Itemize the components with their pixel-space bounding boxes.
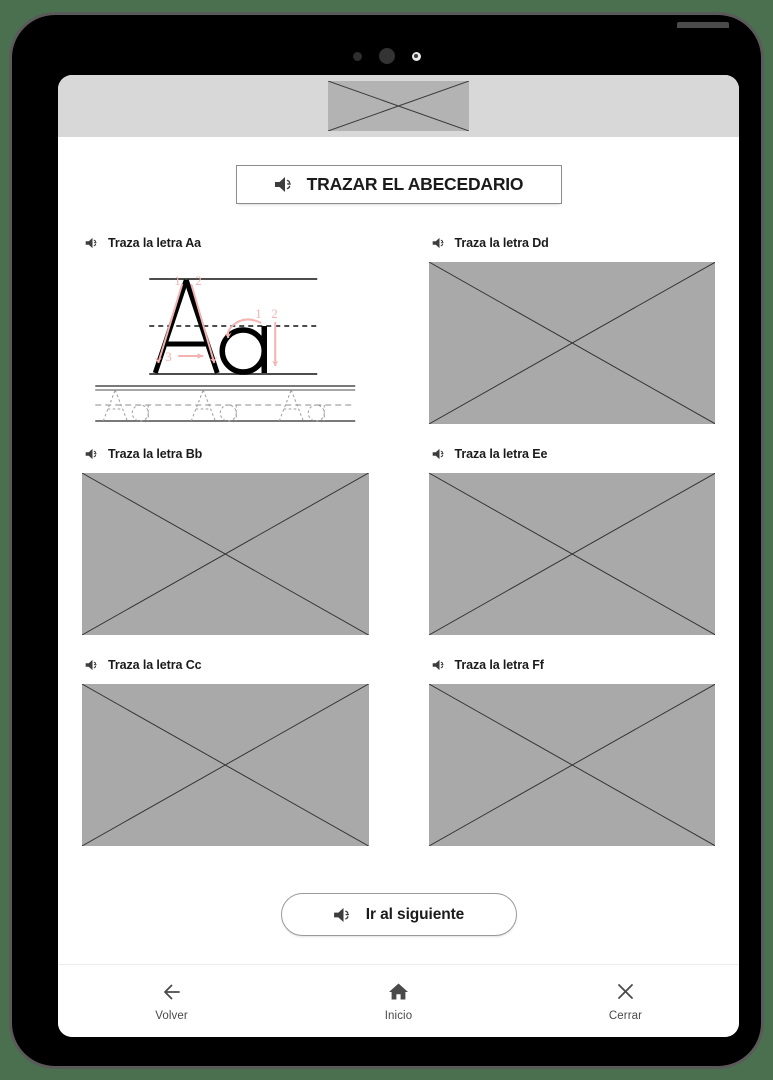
tile-media[interactable] [82, 684, 369, 846]
tile-label-row[interactable] [429, 447, 716, 461]
nav-item-inicio[interactable] [285, 981, 512, 1022]
tile-letter-aa [82, 236, 369, 424]
tile-label: Traza la letra Ee [454, 447, 548, 461]
svg-text:2: 2 [271, 306, 278, 321]
tile-letter-ee [429, 447, 716, 635]
speaker-icon[interactable] [432, 448, 447, 460]
tile-media[interactable] [429, 262, 716, 424]
tile-label-row[interactable] [429, 658, 716, 672]
close-icon [615, 981, 636, 1003]
speaker-icon[interactable] [432, 659, 447, 671]
title-row [82, 165, 715, 204]
speaker-icon[interactable] [333, 907, 354, 923]
main-content [58, 137, 739, 964]
front-camera-icon [412, 52, 421, 61]
image-placeholder[interactable] [429, 684, 716, 846]
app-header [58, 75, 739, 137]
ir-al-siguiente-button[interactable] [281, 893, 517, 936]
sensor-dot-small-icon [353, 52, 362, 61]
tile-label: Traza la letra Ff [454, 658, 544, 672]
svg-text:3: 3 [165, 349, 172, 364]
tile-label-row[interactable] [429, 236, 716, 250]
next-button-label: Ir al siguiente [365, 905, 465, 923]
power-button[interactable] [677, 22, 729, 28]
tile-letter-ff [429, 658, 716, 846]
tile-letter-cc [82, 658, 369, 846]
tile-letter-dd [429, 236, 716, 424]
tile-label-row[interactable] [82, 447, 369, 461]
image-placeholder[interactable] [82, 684, 369, 846]
speaker-icon[interactable] [85, 237, 100, 249]
header-logo-placeholder [328, 81, 469, 131]
nav-item-cerrar[interactable] [512, 981, 739, 1022]
nav-label: Inicio [384, 1009, 413, 1022]
tablet-frame [9, 12, 764, 1069]
tile-label: Traza la letra Aa [108, 236, 202, 250]
sensor-cluster [12, 47, 761, 65]
tile-label: Traza la letra Dd [454, 236, 549, 250]
nav-item-volver[interactable] [58, 981, 285, 1022]
next-row [82, 893, 715, 962]
tablet-bezel [12, 15, 761, 1066]
image-placeholder[interactable] [82, 473, 369, 635]
tile-label-row[interactable] [82, 658, 369, 672]
svg-text:1: 1 [174, 273, 181, 288]
speaker-icon[interactable] [432, 237, 447, 249]
tile-media[interactable] [429, 473, 716, 635]
image-placeholder[interactable] [429, 262, 716, 424]
trace-guide-aa[interactable] [82, 262, 369, 424]
svg-text:1: 1 [255, 306, 262, 321]
speaker-icon[interactable] [85, 659, 100, 671]
tile-media[interactable] [82, 262, 369, 424]
tile-label: Traza la letra Cc [108, 658, 202, 672]
letters-grid [82, 236, 715, 846]
sensor-dot-large-icon [379, 48, 395, 64]
tile-label: Traza la letra Bb [108, 447, 203, 461]
tile-media[interactable] [82, 473, 369, 635]
trazar-el-abecedario-button[interactable] [236, 165, 562, 204]
image-placeholder[interactable] [429, 473, 716, 635]
svg-text:2: 2 [195, 273, 202, 288]
bottom-nav [58, 964, 739, 1037]
nav-label: Volver [155, 1009, 188, 1022]
tile-letter-bb [82, 447, 369, 635]
home-icon [388, 981, 409, 1003]
tile-media[interactable] [429, 684, 716, 846]
tile-label-row[interactable] [82, 236, 369, 250]
speaker-icon[interactable] [274, 176, 296, 193]
nav-label: Cerrar [608, 1009, 643, 1022]
screen [58, 75, 739, 1037]
page-title: TRAZAR EL ABECEDARIO [306, 174, 524, 194]
arrow-left-icon [161, 981, 183, 1003]
speaker-icon[interactable] [85, 448, 100, 460]
